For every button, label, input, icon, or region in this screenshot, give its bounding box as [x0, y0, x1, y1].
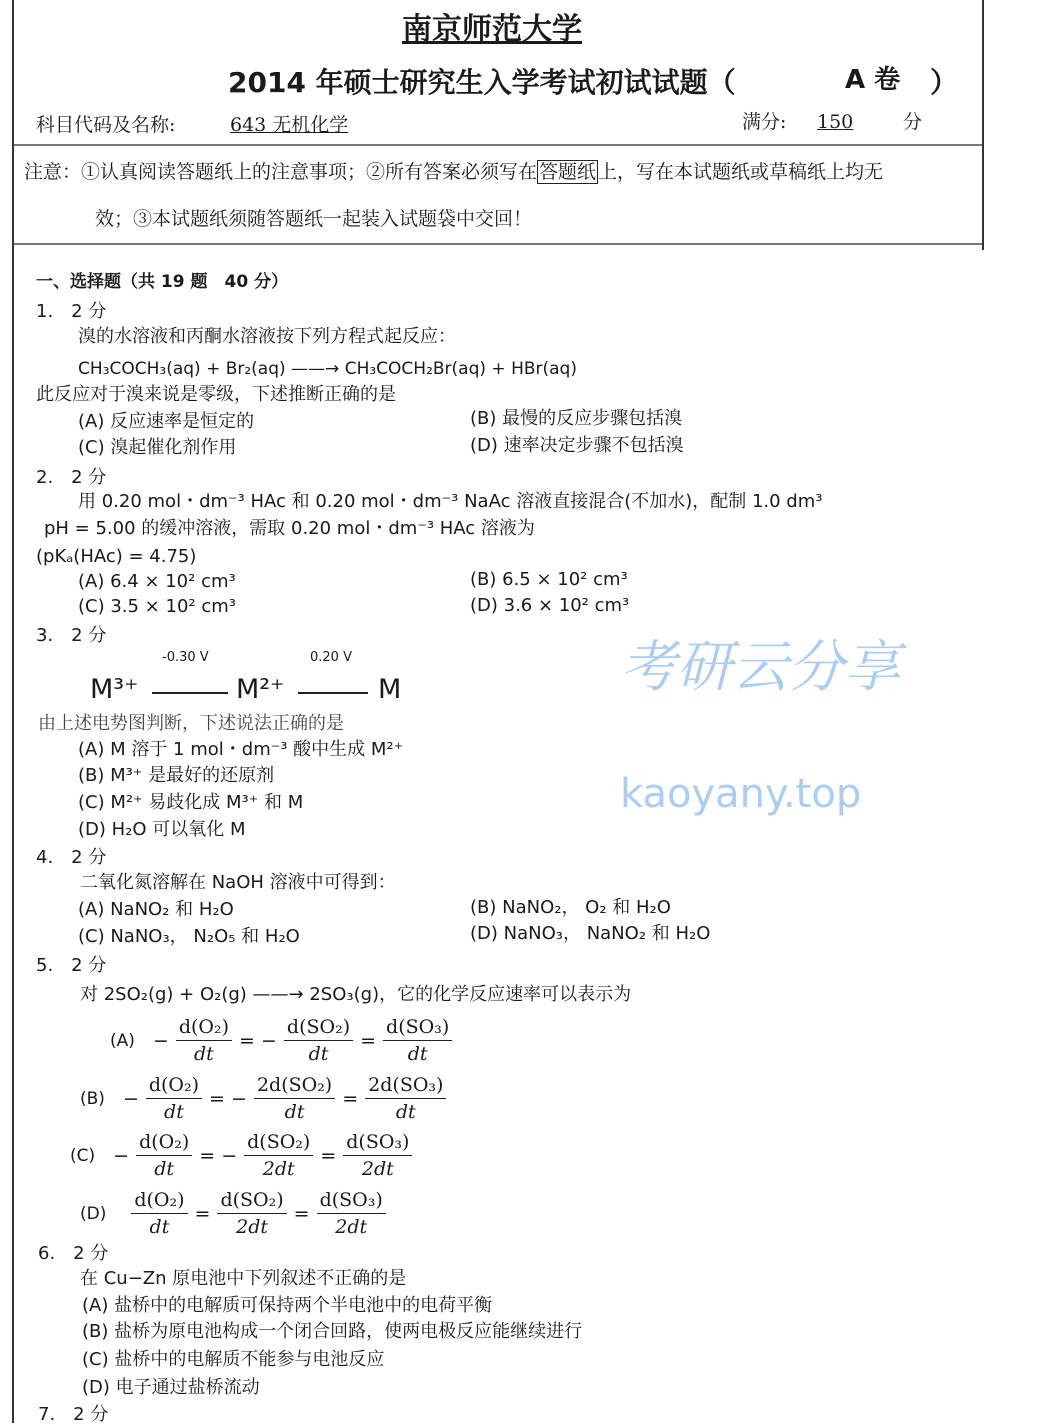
numerator: d(SO₃) — [343, 1129, 412, 1156]
denominator: 2dt — [335, 1216, 368, 1238]
q3-head: 3. 2 分 — [36, 625, 107, 646]
q6-option-c: (C) 盐桥中的电解质不能参与电池反应 — [82, 1349, 385, 1370]
denominator: dt — [149, 1216, 170, 1238]
exam-title: 2014 年硕士研究生入学考试初试试题（ — [228, 66, 736, 99]
paper-version: A 卷 — [845, 65, 901, 95]
answer-sheet-boxed: 答题纸 — [539, 161, 597, 183]
potential-2: 0.20 V — [310, 650, 352, 665]
option-label: (D) — [80, 1203, 107, 1224]
notice-text: 上，写在本试题纸或草稿纸上均无 — [598, 161, 884, 183]
q5-head: 5. 2 分 — [36, 955, 107, 976]
operator: = — [293, 1202, 310, 1225]
q6-option-b: (B) 盐桥为原电池构成一个闭合回路，使两电极反应能继续进行 — [82, 1321, 583, 1342]
score-unit: 分 — [903, 111, 923, 133]
q2-option-c: (C) 3.5 × 10² cm³ — [78, 596, 236, 617]
option-label: (B) — [80, 1088, 105, 1109]
q2-option-a: (A) 6.4 × 10² cm³ — [78, 571, 236, 592]
operator: − — [122, 1087, 139, 1110]
fraction — [217, 1187, 286, 1240]
q7-head: 7. 2 分 — [38, 1404, 109, 1425]
potential-diagram — [90, 650, 570, 710]
watermark-url: kaoyany.top — [620, 771, 862, 817]
numerator: 2d(SO₃) — [365, 1072, 446, 1099]
numerator: d(O₂) — [176, 1014, 232, 1041]
numerator: d(SO₂) — [244, 1129, 313, 1156]
operator: = — [342, 1087, 359, 1110]
numerator: d(O₂) — [146, 1072, 202, 1099]
divider — [14, 243, 982, 245]
q2-head: 2. 2 分 — [36, 467, 107, 488]
potential-1: -0.30 V — [162, 650, 209, 665]
q3-stem: 由上述电势图判断，下述说法正确的是 — [38, 713, 344, 734]
fraction — [365, 1072, 446, 1125]
q6-option-a: (A) 盐桥中的电解质可保持两个半电池中的电荷平衡 — [82, 1295, 493, 1316]
denominator: dt — [194, 1043, 214, 1065]
fraction — [146, 1072, 202, 1125]
denominator: dt — [308, 1043, 329, 1065]
q4-head: 4. 2 分 — [36, 847, 107, 868]
operator: = — [194, 1202, 211, 1225]
watermark-chinese: 考研云分享 — [620, 635, 900, 700]
numerator: d(O₂) — [131, 1187, 187, 1214]
operator: = − — [199, 1144, 238, 1167]
q4-option-a: (A) NaNO₂ 和 H₂O — [78, 899, 234, 920]
q1-head: 1. 2 分 — [36, 301, 107, 322]
fraction — [131, 1187, 187, 1240]
numerator: d(O₂) — [136, 1129, 192, 1156]
q1-stem2: 此反应对于溴来说是零级，下述推断正确的是 — [36, 384, 396, 405]
q1-option-d: (D) 速率决定步骤不包括溴 — [470, 435, 684, 456]
q5-option-d — [80, 1187, 389, 1240]
q4-option-c: (C) NaNO₃， N₂O₅ 和 H₂O — [78, 926, 300, 947]
option-label: (C) — [70, 1145, 96, 1166]
q5-option-b — [80, 1072, 449, 1125]
denominator: 2dt — [262, 1158, 295, 1180]
subject-label: 科目代码及名称: — [36, 114, 176, 136]
numerator: d(SO₂) — [217, 1187, 286, 1214]
fraction — [176, 1014, 232, 1067]
operator: = − — [239, 1029, 277, 1052]
fraction — [254, 1072, 335, 1125]
denominator: dt — [407, 1043, 428, 1065]
score-label: 满分: — [742, 111, 787, 133]
q2-stem-1: 用 0.20 mol・dm⁻³ HAc 和 0.20 mol・dm⁻³ NaAc 溶液直接混合(不加水)，配制 1.0 dm³ — [78, 491, 823, 512]
fraction — [244, 1129, 313, 1182]
section-title: 一、选择题（共 19 题 40 分） — [36, 272, 289, 292]
q4-option-b: (B) NaNO₂， O₂ 和 H₂O — [470, 897, 671, 918]
denominator: dt — [284, 1101, 305, 1123]
score-value: 150 — [817, 111, 854, 133]
denominator: dt — [164, 1101, 184, 1123]
q2-stem-2: pH = 5.00 的缓冲溶液，需取 0.20 mol・dm⁻³ HAc 溶液为 — [44, 518, 535, 539]
potential-line — [152, 692, 228, 694]
q5-option-c — [70, 1129, 415, 1182]
notice-line-1 — [24, 160, 883, 184]
fraction — [136, 1129, 192, 1182]
fraction — [284, 1014, 353, 1067]
q1-option-a: (A) 反应速率是恒定的 — [78, 411, 255, 432]
q2-option-d: (D) 3.6 × 10² cm³ — [470, 595, 630, 616]
page-border-right — [982, 0, 984, 250]
exam-title-close: ） — [930, 66, 959, 99]
operator: − — [152, 1029, 169, 1052]
fraction — [317, 1187, 386, 1240]
option-label: (A) — [110, 1030, 135, 1051]
potential-line — [298, 692, 368, 694]
q3-option-d: (D) H₂O 可以氧化 M — [78, 819, 246, 840]
species-m2plus: M²⁺ — [236, 674, 285, 705]
operator: = — [320, 1144, 337, 1167]
numerator: 2d(SO₂) — [254, 1072, 335, 1099]
operator: = — [360, 1029, 377, 1052]
q6-head: 6. 2 分 — [38, 1243, 109, 1264]
page-border-left — [12, 0, 14, 1423]
q1-equation: CH₃COCH₃(aq) + Br₂(aq) ——→ CH₃COCH₂Br(aq) + HBr(aq) — [78, 359, 577, 379]
fraction — [383, 1014, 452, 1067]
q5-option-a — [110, 1014, 455, 1067]
q2-stem-3: (pKₐ(HAc) = 4.75) — [36, 546, 197, 567]
q1-stem: 溴的水溶液和丙酮水溶液按下列方程式起反应： — [78, 326, 456, 347]
operator: − — [113, 1144, 130, 1167]
q1-option-c: (C) 溴起催化剂作用 — [78, 437, 237, 458]
denominator: 2dt — [361, 1158, 394, 1180]
species-m3plus: M³⁺ — [90, 674, 139, 705]
numerator: d(SO₃) — [383, 1014, 452, 1041]
q6-stem: 在 Cu−Zn 原电池中下列叙述不正确的是 — [80, 1268, 407, 1289]
q3-option-a: (A) M 溶于 1 mol・dm⁻³ 酸中生成 M²⁺ — [78, 739, 404, 760]
subject-value: 643 无机化学 — [230, 114, 349, 136]
q6-option-d: (D) 电子通过盐桥流动 — [82, 1377, 260, 1398]
q4-stem: 二氧化氮溶解在 NaOH 溶液中可得到： — [80, 872, 396, 893]
denominator: dt — [154, 1158, 175, 1180]
divider — [14, 144, 982, 146]
q4-option-d: (D) NaNO₃， NaNO₂ 和 H₂O — [470, 923, 711, 944]
fraction — [343, 1129, 412, 1182]
numerator: d(SO₂) — [284, 1014, 353, 1041]
q3-option-c: (C) M²⁺ 易歧化成 M³⁺ 和 M — [78, 792, 304, 813]
species-m: M — [378, 674, 402, 705]
operator: = − — [209, 1087, 247, 1110]
q1-option-b: (B) 最慢的反应步骤包括溴 — [470, 408, 683, 429]
university-title: 南京师范大学 — [402, 12, 582, 47]
q2-option-b: (B) 6.5 × 10² cm³ — [470, 569, 628, 590]
notice-line-2: 效；③本试题纸须随答题纸一起装入试题袋中交回！ — [95, 208, 533, 230]
q3-option-b: (B) M³⁺ 是最好的还原剂 — [78, 765, 275, 786]
notice-text: 注意：①认真阅读答题纸上的注意事项；②所有答案必须写在 — [24, 161, 538, 183]
q5-stem: 对 2SO₂(g) + O₂(g) ——→ 2SO₃(g)，它的化学反应速率可以表示为 — [80, 984, 632, 1005]
denominator: 2dt — [236, 1216, 269, 1238]
denominator: dt — [395, 1101, 416, 1123]
numerator: d(SO₃) — [317, 1187, 386, 1214]
